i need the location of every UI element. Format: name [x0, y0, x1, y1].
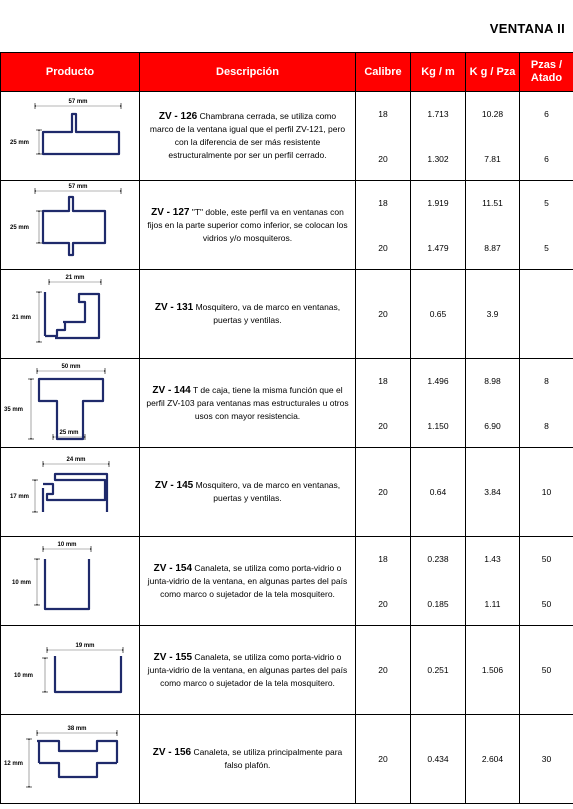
table-row	[1, 537, 573, 626]
profile-zv127-icon	[1, 181, 139, 269]
kg-m-cell	[411, 270, 466, 359]
description-cell	[140, 270, 356, 359]
dim-label: 10 mm	[11, 580, 31, 586]
calibre-value: 20	[378, 243, 388, 253]
pzas-atado-value: 8	[544, 376, 549, 386]
product-cell	[1, 270, 140, 359]
header-descripcion: Descripción	[140, 53, 356, 92]
product-code: ZV - 127	[151, 206, 190, 218]
kg-m-cell	[411, 92, 466, 181]
kg-m-value: 0.238	[427, 554, 449, 564]
calibre-value: 18	[378, 109, 388, 119]
dim-label: 57 mm	[68, 184, 88, 190]
calibre-cell	[356, 92, 411, 181]
dim-label: 21 mm	[65, 275, 85, 281]
product-description: Canaleta, se utiliza como porta-vidrio o junta-vidrio de la ventana, en algunas partes del país como marco o sujetador de la tela mosquitero.	[147, 651, 348, 688]
kg-m-cell	[411, 448, 466, 537]
product-code: ZV - 155	[153, 651, 193, 663]
pzas-atado-cell	[520, 359, 573, 448]
table-row	[1, 270, 573, 359]
product-cell	[1, 92, 140, 181]
pzas-atado-value: 6	[544, 109, 549, 119]
kg-pza-value: 3.84	[484, 487, 501, 497]
description-cell	[140, 92, 356, 181]
header-calibre: Calibre	[356, 53, 411, 92]
kg-pza-value: 2.604	[481, 754, 504, 764]
dim-label: 25 mm	[9, 225, 29, 231]
calibre-cell	[356, 359, 411, 448]
kg-pza-cell	[466, 92, 520, 181]
table-row	[1, 626, 573, 715]
pzas-atado-value: 5	[544, 198, 549, 208]
product-table	[0, 52, 573, 804]
kg-pza-value: 7.81	[484, 154, 501, 164]
calibre-value: 18	[378, 376, 388, 386]
profile-zv155-icon	[1, 626, 139, 714]
kg-m-value: 0.434	[427, 754, 449, 764]
calibre-value: 20	[378, 487, 388, 497]
product-cell	[1, 537, 140, 626]
pzas-atado-value: 5	[544, 243, 549, 253]
calibre-value: 20	[378, 154, 388, 164]
kg-m-value: 1.479	[427, 243, 449, 253]
kg-m-value: 1.150	[427, 421, 449, 431]
dim-label: 25 mm	[9, 140, 29, 146]
dim-label: 25 mm	[59, 430, 79, 436]
kg-m-value: 1.496	[427, 376, 449, 386]
kg-pza-value: 10.28	[481, 109, 504, 119]
profile-zv145-icon	[1, 448, 139, 536]
table-row	[1, 181, 573, 270]
pzas-atado-value: 50	[541, 554, 552, 564]
kg-pza-value: 1.11	[484, 599, 501, 609]
dim-label: 10 mm	[13, 673, 33, 679]
kg-pza-value: 11.51	[482, 198, 503, 208]
description-cell	[140, 537, 356, 626]
dim-label: 38 mm	[67, 726, 87, 732]
kg-pza-cell	[466, 448, 520, 537]
table-row	[1, 359, 573, 448]
product-cell	[1, 626, 140, 715]
kg-m-cell	[411, 537, 466, 626]
pzas-atado-value: 50	[541, 665, 552, 675]
pzas-atado-cell	[520, 448, 573, 537]
kg-pza-value: 1.506	[481, 665, 504, 675]
product-description: Mosquitero, va de marco en ventanas, puertas y ventilas.	[193, 480, 341, 503]
header-row	[1, 53, 573, 92]
profile-zv131-icon	[1, 270, 139, 358]
page-title: VENTANA II	[489, 21, 565, 36]
kg-pza-value: 1.43	[484, 554, 501, 564]
kg-m-value: 0.65	[429, 309, 447, 319]
pzas-atado-value: 6	[544, 154, 549, 164]
product-description: T de caja, tiene la misma función que el perfil ZV-103 para ventanas mas estructurales u otros usos con mayor resistencia.	[146, 384, 349, 421]
kg-pza-cell	[466, 359, 520, 448]
kg-m-cell	[411, 359, 466, 448]
header-kg-m: Kg / m	[411, 53, 466, 92]
description-cell	[140, 715, 356, 804]
pzas-atado-cell	[520, 92, 573, 181]
table-row	[1, 448, 573, 537]
kg-m-cell	[411, 181, 466, 270]
calibre-value: 20	[378, 421, 388, 431]
table-row	[1, 715, 573, 804]
kg-m-value: 0.185	[427, 599, 449, 609]
product-code: ZV - 156	[152, 747, 192, 758]
kg-pza-cell	[466, 715, 520, 804]
pzas-atado-cell	[520, 626, 573, 715]
calibre-cell	[356, 448, 411, 537]
product-description: Canaleta, se utiliza como porta-vidrio o junta-vidrio de la ventana, en algunas partes del país como marco o sujetador de la tela mosquitero.	[147, 562, 348, 599]
kg-pza-cell	[466, 537, 520, 626]
profile-zv156-icon	[1, 715, 139, 803]
calibre-cell	[356, 181, 411, 270]
dim-label: 57 mm	[68, 99, 88, 105]
calibre-cell	[356, 626, 411, 715]
calibre-cell	[356, 270, 411, 359]
product-cell	[1, 359, 140, 448]
calibre-value: 20	[378, 599, 388, 609]
profile-zv154-icon	[1, 537, 139, 625]
description-cell	[140, 181, 356, 270]
calibre-value: 20	[378, 309, 388, 319]
pzas-atado-cell	[520, 715, 573, 804]
kg-pza-value: 8.87	[484, 243, 501, 253]
description-cell	[140, 626, 356, 715]
table-row	[1, 92, 573, 181]
kg-pza-cell	[466, 270, 520, 359]
product-cell	[1, 181, 140, 270]
product-cell	[1, 448, 140, 537]
kg-pza-value: 6.90	[484, 421, 501, 431]
product-description: Chambrana cerrada, se utiliza como marco de la ventana igual que el perfil ZV-121, pero con la diferencia de ser más resistente estructuralmente por ser un perfil cerrado.	[149, 111, 346, 160]
kg-m-value: 1.713	[427, 109, 449, 119]
dim-label: 12 mm	[3, 761, 23, 767]
calibre-cell	[356, 537, 411, 626]
header-producto: Producto	[1, 53, 140, 92]
product-description: Canaleta, se utiliza principalmente para falso plafón.	[191, 747, 343, 770]
dim-label: 24 mm	[66, 457, 86, 463]
kg-m-cell	[411, 715, 466, 804]
product-code: ZV - 144	[152, 384, 191, 396]
pzas-atado-value: 8	[544, 421, 549, 431]
pzas-atado-value	[520, 308, 573, 320]
dim-label: 21 mm	[11, 315, 31, 321]
description-cell	[140, 359, 356, 448]
dim-label: 19 mm	[75, 643, 95, 649]
product-code: ZV - 126	[158, 111, 198, 122]
product-description: Mosquitero, va de marco en ventanas, puertas y ventilas.	[193, 302, 341, 325]
header-pzas-atado: Pzas / Atado	[520, 53, 573, 92]
kg-m-value: 1.919	[427, 198, 449, 208]
header-kg-pza: K g / Pza	[466, 53, 520, 92]
calibre-value: 20	[378, 665, 388, 675]
profile-zv144-icon	[1, 359, 139, 447]
pzas-atado-value: 30	[541, 754, 552, 764]
product-code: ZV - 145	[154, 480, 194, 491]
kg-m-value: 0.251	[427, 665, 449, 675]
kg-m-cell	[411, 626, 466, 715]
kg-pza-cell	[466, 626, 520, 715]
description-cell	[140, 448, 356, 537]
pzas-atado-cell	[520, 270, 573, 359]
calibre-value: 20	[378, 754, 388, 764]
pzas-atado-value: 10	[541, 487, 552, 497]
calibre-cell	[356, 715, 411, 804]
product-description: "T" doble, este perfil va en ventanas con fijos en la parte superior como inferior, se colocan los vidrios y/o mosquiteros.	[147, 206, 348, 243]
kg-m-value: 0.64	[429, 487, 447, 497]
calibre-value: 18	[378, 554, 388, 564]
pzas-atado-value: 50	[541, 599, 552, 609]
pzas-atado-cell	[520, 181, 573, 270]
kg-pza-value: 3.9	[486, 309, 499, 319]
product-cell	[1, 715, 140, 804]
product-code: ZV - 154	[153, 562, 193, 574]
dim-label: 50 mm	[61, 364, 81, 370]
pzas-atado-cell	[520, 537, 573, 626]
dim-label: 35 mm	[3, 407, 23, 413]
kg-m-value: 1.302	[427, 154, 449, 164]
product-code: ZV - 131	[154, 302, 194, 313]
kg-pza-value: 8.98	[484, 376, 501, 386]
dim-label: 10 mm	[57, 542, 77, 548]
profile-zv126-icon	[1, 92, 139, 180]
kg-pza-cell	[466, 181, 520, 270]
calibre-value: 18	[378, 198, 388, 208]
dim-label: 17 mm	[9, 494, 29, 500]
